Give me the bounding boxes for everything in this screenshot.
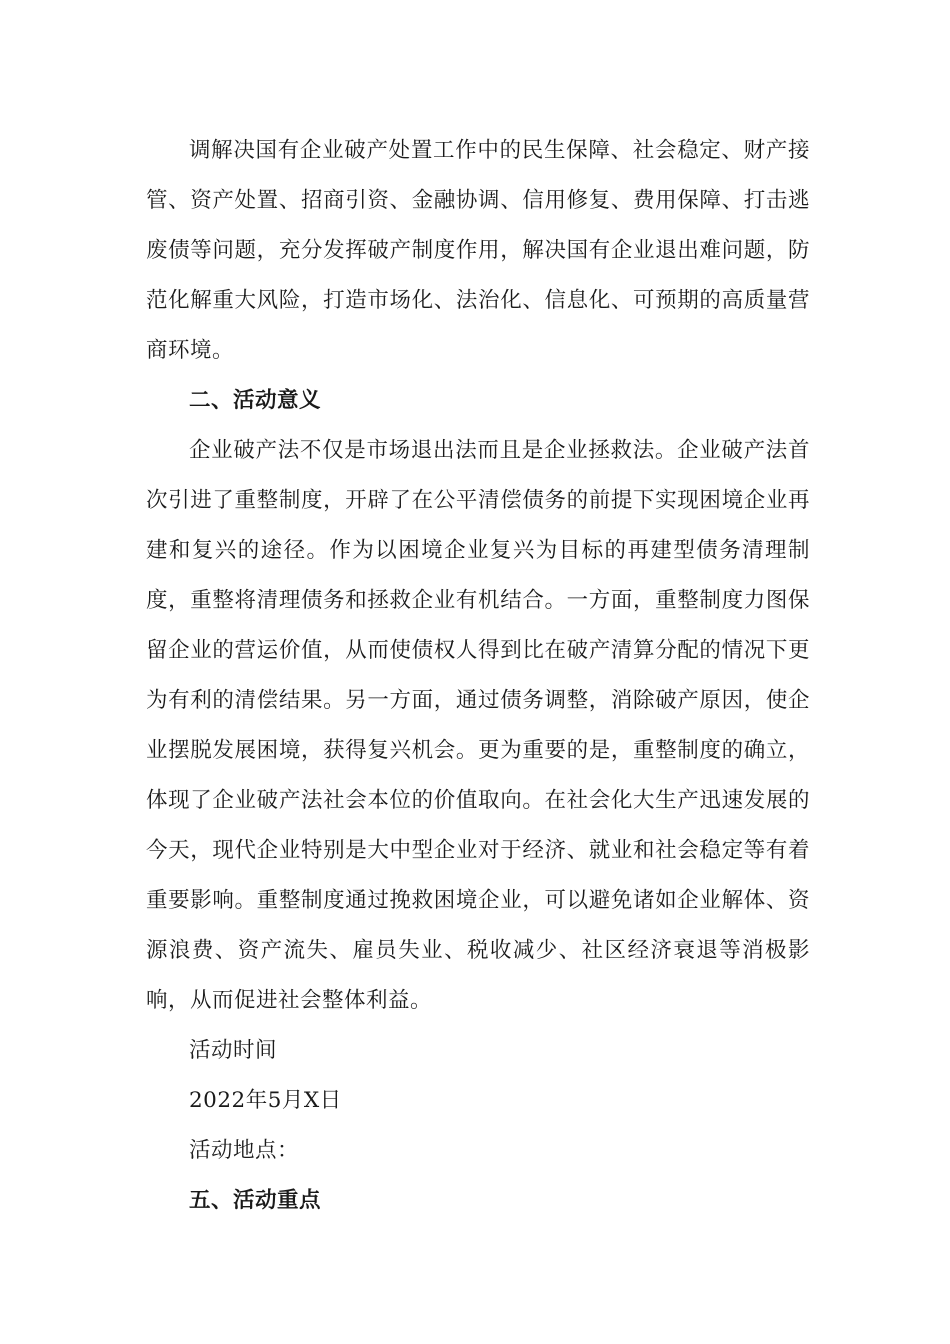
document-body	[146, 126, 810, 1226]
activity-time-value: 2022年5月X日	[189, 1088, 342, 1113]
activity-time-label: 活动时间	[189, 1038, 278, 1063]
intro-paragraph: 调解决国有企业破产处置工作中的民生保障、社会稳定、财产接管、资产处置、招商引资、金融协调、信用修复、费用保障、打击逃废债等问题，充分发挥破产制度作用，解决国有企业退出难问题，防范化解重大风险，打造市场化、法治化、信息化、可预期的高质量营商环境。	[146, 138, 810, 363]
section-heading-significance: 二、活动意义	[189, 388, 322, 413]
section-heading-focus: 五、活动重点	[189, 1188, 322, 1213]
significance-paragraph: 企业破产法不仅是市场退出法而且是企业拯救法。企业破产法首次引进了重整制度，开辟了在公平清偿债务的前提下实现困境企业再建和复兴的途径。作为以困境企业复兴为目标的再建型债务清理制度，重整将清理债务和拯救企业有机结合。一方面，重整制度力图保留企业的营运价值，从而使债权人得到比在破产清算分配的情况下更为有利的清偿结果。另一方面，通过债务调整，消除破产原因，使企业摆脱发展困境，获得复兴机会。更为重要的是，重整制度的确立，体现了企业破产法社会本位的价值取向。在社会化大生产迅速发展的今天，现代企业特别是大中型企业对于经济、就业和社会稳定等有着重要影响。重整制度通过挽救困境企业，可以避免诸如企业解体、资源浪费、资产流失、雇员失业、税收减少、社区经济衰退等消极影响，从而促进社会整体利益。	[146, 438, 810, 1013]
activity-location-label: 活动地点：	[189, 1138, 300, 1163]
